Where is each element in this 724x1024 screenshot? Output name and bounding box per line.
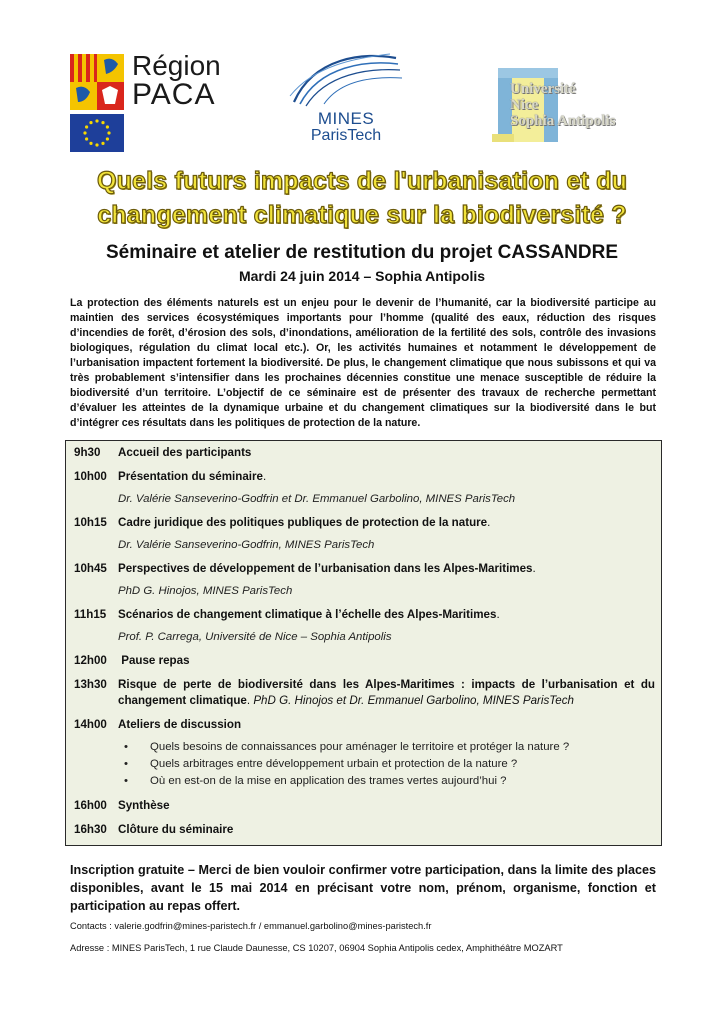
- program-item: [74, 515, 655, 531]
- program-time: 16h00: [74, 799, 107, 812]
- program-speaker: PhD G. Hinojos et Dr. Emmanuel Garbolino, MINES ParisTech: [253, 694, 574, 707]
- program-box: [65, 440, 662, 846]
- paca-flag-icon: [70, 54, 124, 110]
- list-item: • Quels arbitrages entre développement urbain et protection de la nature ?: [124, 756, 655, 773]
- region-paca-logo: [70, 52, 240, 154]
- program-title: Clôture du séminaire: [118, 823, 234, 836]
- title-line-1: Quels futurs impacts de l'urbanisation et du: [96, 167, 628, 195]
- mines-paristech-logo: [284, 52, 404, 152]
- universite-wordmark: [510, 82, 615, 129]
- inscription-note: Inscription gratuite – Merci de bien vouloir confirmer votre participation, dans la limite des places disponibles, avant le 15 mai 2014 en précisant votre nom, prénom, organisme, fonction et participation au repas offert.: [70, 863, 656, 913]
- program-item: [74, 561, 655, 577]
- program-speaker: Prof. P. Carrega, Université de Nice – Sophia Antipolis: [118, 631, 392, 643]
- paristech-word: ParisTech: [310, 126, 382, 144]
- program-title: Perspectives de développement de l’urbanisation dans les Alpes-Maritimes: [118, 562, 533, 575]
- program-time: 11h15: [74, 608, 107, 621]
- program-item: [74, 822, 655, 838]
- program-item: [74, 717, 655, 733]
- program-punct: .: [246, 694, 254, 707]
- eu-flag-icon: [70, 114, 124, 152]
- program-title: Pause repas: [118, 654, 190, 667]
- program-time: 9h30: [74, 446, 101, 459]
- page-title: [70, 164, 654, 232]
- address-line: Adresse : MINES ParisTech, 1 rue Claude Daunesse, CS 10207, 06904 Sophia Antipolis cedex, Amphithéâtre MOZART: [70, 943, 563, 953]
- program-punct: .: [496, 608, 500, 621]
- program-punct: .: [487, 516, 491, 529]
- program-item: [74, 798, 655, 814]
- contacts-line: Contacts : valerie.godfrin@mines-paristech.fr / emmanuel.garbolino@mines-paristech.fr: [70, 921, 432, 931]
- program-title: Risque de perte de biodiversité dans les Alpes-Maritimes : impacts de l’urbanisation et du changement climatique: [118, 678, 655, 707]
- program-time: 13h30: [74, 678, 107, 691]
- seminar-subtitle: Séminaire et atelier de restitution du projet CASSANDRE: [105, 242, 619, 263]
- univ-line-2: Nice: [510, 96, 539, 113]
- program-title: Synthèse: [118, 799, 170, 812]
- program-title: Accueil des participants: [118, 446, 252, 459]
- seminar-date: Mardi 24 juin 2014 – Sophia Antipolis: [238, 268, 486, 284]
- program-punct: .: [532, 562, 536, 575]
- list-item: • Où en est-on de la mise en application des trames vertes aujourd’hui ?: [124, 773, 655, 790]
- program-time: 14h00: [74, 718, 107, 731]
- intro-paragraph: La protection des éléments naturels est un enjeu pour le devenir de l’humanité, car la biodiversité participe au maintien des services écosystémiques importants pour l’homme (qualité des eaux, réduction des risques d’incendies de forêt, d’érosion des sols, d’inondations, amélioration de la fertilité des sols, contrôle des invasions biologiques, régulation du climat local etc.). Or, les activités humaines et notamment le développement de l’urbanisation impactent fortement la biodiversité. De plus, le changement climatique que nous subissons et qui va très probablement s’intensifier dans les prochaines décennies constitue une menace susceptible de réduire la biodiversité d’un territoire. L’objectif de ce séminaire est de présenter des travaux de recherche permettant d’évaluer les atteintes de la dynamique urbaine et du changement climatiques sur la biodiversité dans le but d’intégrer ces résultats dans les politiques de protection de la nature.: [70, 297, 656, 429]
- region-paca-wordmark: [132, 52, 221, 110]
- discussion-list: [124, 739, 655, 790]
- program-punct: .: [262, 470, 267, 483]
- program-speaker: Dr. Valérie Sanseverino-Godfrin et Dr. Emmanuel Garbolino, MINES ParisTech: [118, 493, 516, 505]
- program-title: Présentation du séminaire: [118, 470, 263, 483]
- mines-wordmark: [286, 110, 406, 145]
- program-title: Cadre juridique des politiques publiques de protection de la nature: [118, 516, 488, 529]
- program-item: [74, 653, 655, 669]
- region-word: Région: [132, 50, 221, 81]
- univ-line-3: Sophia Antipolis: [510, 112, 616, 129]
- program-time: 10h15: [74, 516, 107, 529]
- program-time: 16h30: [74, 823, 107, 836]
- program-item: [74, 445, 655, 461]
- universite-nice-logo: [492, 68, 624, 144]
- program-item: [74, 677, 655, 709]
- title-line-2: changement climatique sur la biodiversité ?: [97, 201, 627, 229]
- program-time: 10h45: [74, 562, 107, 575]
- program-item: [74, 469, 655, 485]
- logo-header: [0, 0, 724, 160]
- program-time: 10h00: [74, 470, 107, 483]
- program-title: Scénarios de changement climatique à l’échelle des Alpes-Maritimes: [118, 608, 497, 621]
- univ-line-1: Université: [510, 81, 576, 97]
- mines-swoosh-icon: [284, 52, 404, 112]
- list-item: • Quels besoins de connaissances pour aménager le territoire et protéger la nature ?: [124, 739, 655, 756]
- mines-word: MINES: [317, 109, 375, 128]
- program-speaker: Dr. Valérie Sanseverino-Godfrin, MINES ParisTech: [118, 539, 375, 551]
- paca-word: PACA: [132, 78, 216, 111]
- program-time: 12h00: [74, 654, 107, 667]
- program-speaker: PhD G. Hinojos, MINES ParisTech: [118, 585, 293, 597]
- program-title: Ateliers de discussion: [118, 718, 242, 731]
- program-item: [74, 607, 655, 623]
